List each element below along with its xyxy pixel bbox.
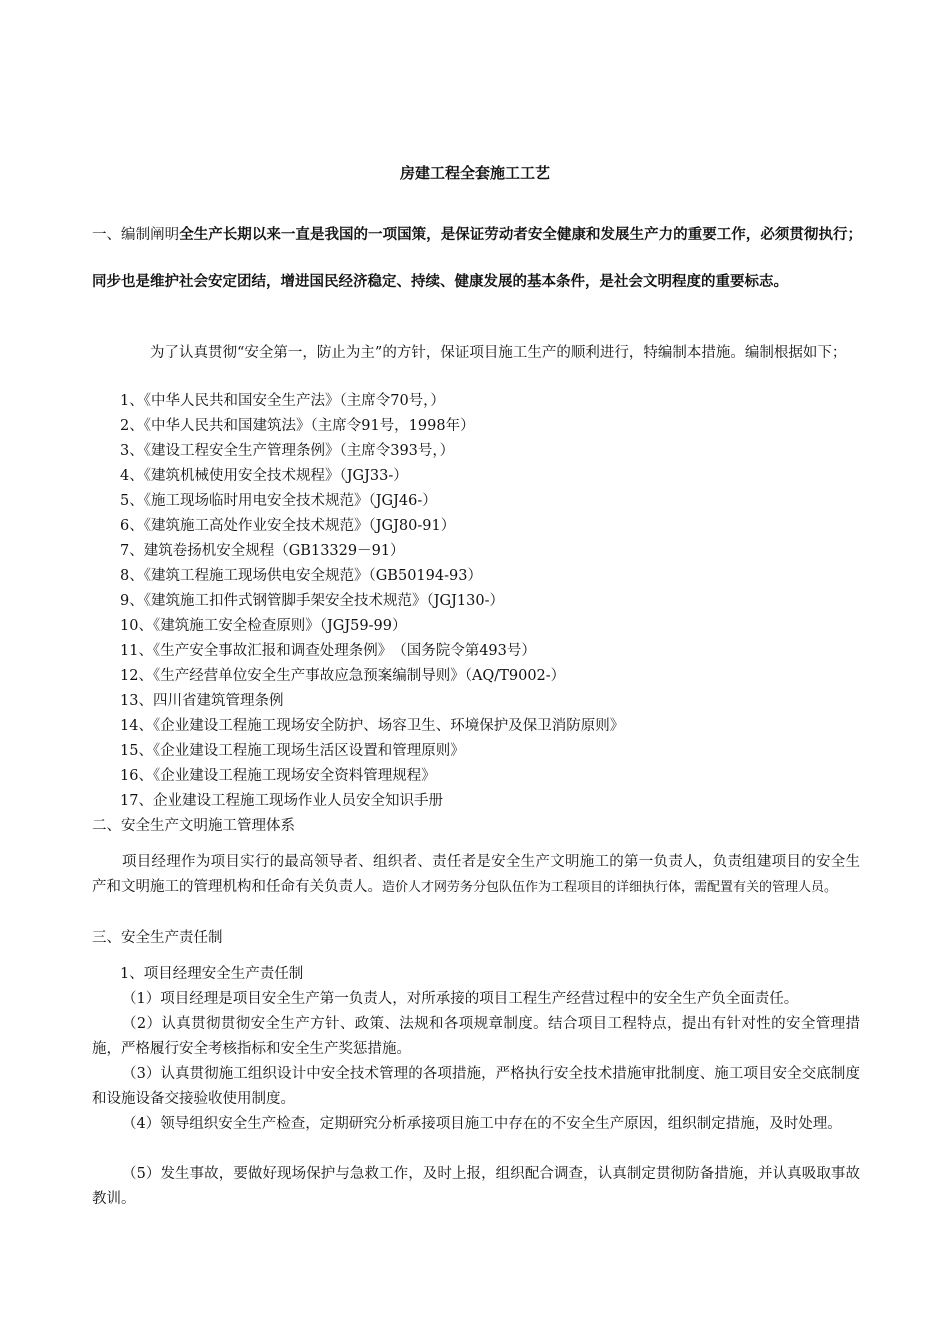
list-item: 1、《中华人民共和国安全生产法》（主席令70号，）: [120, 393, 445, 409]
section2-text-b: 造价人才网劳务分包队伍作为工程项目的详细执行体，需配置有关的管理人员。: [382, 880, 838, 895]
list-item: 17、企业建设工程施工现场作业人员安全知识手册: [120, 793, 443, 809]
responsibility-item: （3）认真贯彻施工组织设计中安全技术管理的各项措施，严格执行安全技术措施审批制度、施工项目安全交底制度和设施设备交接验收使用制度。: [92, 1066, 860, 1107]
section2-text-a: 项目经理作为项目实行的最高领导者、组织者、责任者是安全生产文明施工的第一负责人，负责组建项目的安全生产和文明施工的管理机构和任命有关负责人。: [92, 854, 860, 895]
list-item: 4、《建筑机械使用安全技术规程》（JGJ33-）: [120, 468, 408, 484]
list-item: 5、《施工现场临时用电安全技术规范》（JGJ46-）: [120, 493, 437, 509]
section1-paragraph: 为了认真贯彻“安全第一，防止为主”的方针，保证项目施工生产的顺利进行，特编制本措施。编制根据如下；: [150, 345, 847, 361]
responsibility-item: （1）项目经理是项目安全生产第一负责人，对所承接的项目工程生产经营过程中的安全生产负全面责任。: [122, 991, 799, 1007]
list-item: 3、《建设工程安全生产管理条例》（主席令393号，）: [120, 443, 455, 459]
responsibility-item: （5）发生事故，要做好现场保护与急救工作，及时上报，组织配合调查，认真制定贯彻防备措施，并认真吸取事故教训。: [92, 1166, 860, 1207]
list-item: 10、《建筑施工安全检查原则》（JGJ59-99）: [120, 618, 407, 634]
section1-intro: [92, 212, 862, 306]
section2-paragraph: [92, 850, 860, 900]
list-item: 11、《生产安全事故汇报和调查处理条例》 （国务院令第493号）: [120, 643, 536, 659]
responsibility-item: （2）认真贯彻贯彻安全生产方针、政策、法规和各项规章制度。结合项目工程特点，提出有针对性的安全管理措施，严格履行安全考核指标和安全生产奖惩措施。: [92, 1016, 860, 1057]
list-item: 15、《企业建设工程施工现场生活区设置和管理原则》: [120, 743, 465, 759]
section2-heading: 二、安全生产文明施工管理体系: [92, 818, 295, 834]
list-item: 8、《建筑工程施工现场供电安全规范》（GB50194-93）: [120, 568, 482, 584]
list-item: 12、《生产经营单位安全生产事故应急预案编制导则》（AQ/T9002-）: [120, 668, 566, 684]
list-item: 9、《建筑施工扣件式钢管脚手架安全技术规范》（JGJ130-）: [120, 593, 505, 609]
responsibility-item: （4）领导组织安全生产检查，定期研究分析承接项目施工中存在的不安全生产原因，组织制定措施，及时处理。: [122, 1116, 842, 1132]
list-item: 2、《中华人民共和国建筑法》（主席令91号，1998年）: [120, 418, 475, 434]
list-item: 13、四川省建筑管理条例: [120, 693, 284, 709]
section1-heading: 一、编制阐明: [92, 227, 180, 243]
section3-subheading: 1、项目经理安全生产责任制: [120, 966, 304, 982]
list-item: 7、建筑卷扬机安全规程（GB13329－91）: [120, 543, 405, 559]
list-item: 14、《企业建设工程施工现场安全防护、场容卫生、环境保护及保卫消防原则》: [120, 718, 625, 734]
section1-bold-text: 全生产长期以来一直是我国的一项国策，是保证劳动者安全健康和发展生产力的重要工作，必须贯彻执行；同步也是维护社会安定团结，增进国民经济稳定、持续、健康发展的基本条件，是社会文明程度的重要标志。: [92, 227, 863, 290]
section3-heading: 三、安全生产责任制: [92, 930, 223, 946]
list-item: 6、《建筑施工高处作业安全技术规范》（JGJ80-91）: [120, 518, 456, 534]
list-item: 16、《企业建设工程施工现场安全资料管理规程》: [120, 768, 436, 784]
document-title: 房建工程全套施工工艺: [399, 164, 550, 182]
